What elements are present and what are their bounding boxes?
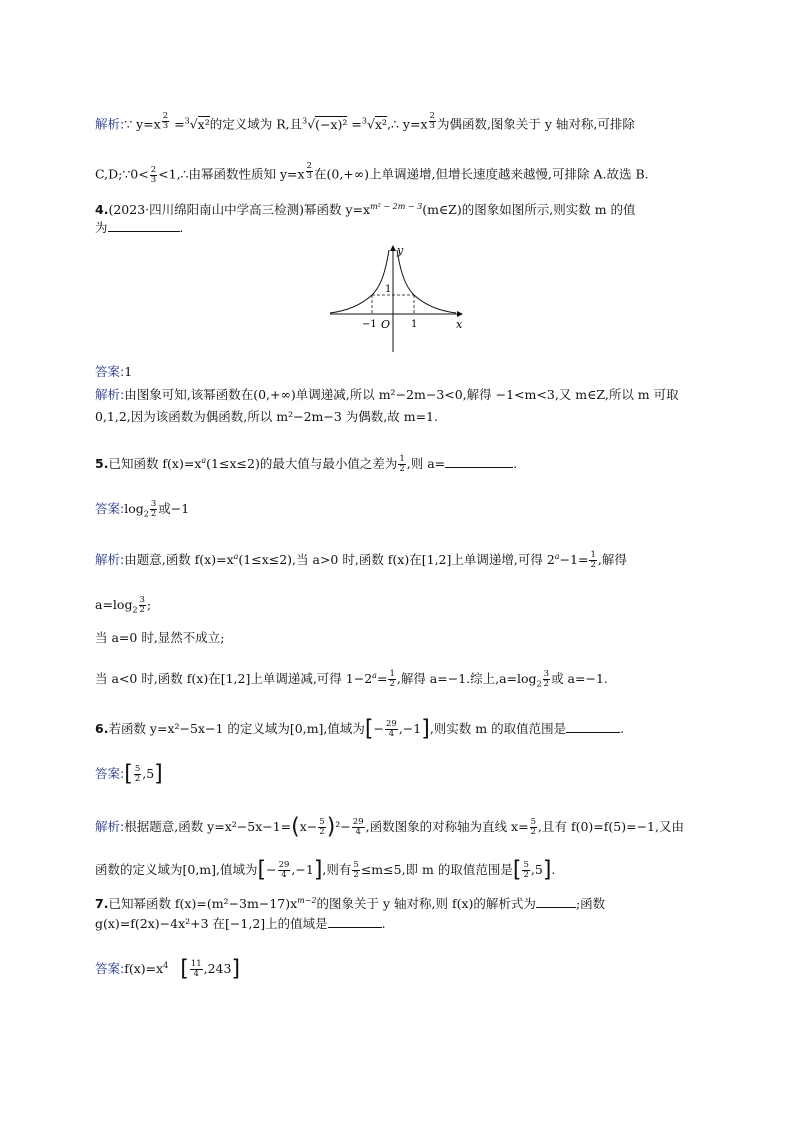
origin-label: O: [381, 318, 391, 331]
answer-blank: [536, 896, 576, 908]
q5-solution-line1: 解析:由题意,函数 $f(x)=x^a(1\le x\le 2)$,当 a>0 时,函数 f(x)在[1,2]上单调递增,可得 $2^a-1=$ $\frac{1}{2}$ ,解得: [95, 550, 627, 571]
q6-stem: 6.若函数 y=x²−5x−1 的定义域为[0,m],值域为[− $\frac{29}{4}$ ,−1],则实数 m 的取值范围是 .: [95, 716, 625, 742]
p3-solution-line1: 解析:∵ y=x $^{\frac{2}{3}}$ =$^3$√x²的定义域为 R,且$^3$√(−x)² =$^3$√x²,∴ y=x $^{\frac{2}{3}}$ 为偶函数,图象关于 y 轴对称,可排除: [95, 111, 635, 132]
q7-answer: 答案$:f(x)=x^4$ [ $\frac{11}{4}$ ,243]: [95, 956, 241, 982]
q4-answer: 答案:1: [95, 364, 133, 379]
q5-solution-line2: $a=\log_2$ $\frac{3}{2}$ ;: [95, 595, 152, 615]
tick-neg1: −1: [362, 319, 377, 330]
answer-blank: [108, 220, 180, 232]
q4-solution-line1: 解析:由图象可知,该幂函数在(0,+∞)单调递减,所以 m²−2m−3<0,解得 −1<m<3,又 m∈Z,所以 m 可取: [95, 387, 679, 402]
y-axis-arrow: [390, 245, 396, 251]
q5-solution-line4: 当 a<0 时,函数 f(x)在[1,2]上单调递减,可得 $1-2^a=$ $\frac{1}{2}$ ,解得 a=−1.综上$,a=\log_2$ $\frac{3}{2}$ 或 a=−1.: [95, 669, 608, 690]
q4-stem-line1: 4.(2023·四川绵阳南山中学高三检测)幂函数 $y=x^{m^2 - 2m - 3}(m\in Z)$的图象如图所示,则实数 m 的值: [95, 202, 636, 218]
x-axis-label: x: [456, 318, 463, 331]
answer-blank: [445, 456, 513, 468]
q4-solution-line2: 0,1,2,因为该函数为偶函数,所以 m²−2m−3 为偶数,故 m=1.: [95, 409, 438, 424]
solution-label: 解析:: [95, 116, 125, 132]
q4-stem-line2: 为 .: [95, 220, 184, 235]
tick-1-y: 1: [385, 284, 392, 295]
tick-1-x: 1: [411, 319, 418, 330]
curve-right: [397, 250, 456, 313]
q7-stem-line2: g(x)=f(2x)−4x²+3 在[−1,2]上的值域是 .: [95, 916, 386, 931]
q6-solution-line2: 函数的定义域为[0,m],值域为[− $\frac{29}{4}$ ,−1],则有 $\frac{5}{2}$ ≤m≤5,即 m 的取值范围是[ $\frac{5}{2}$ ,5].: [95, 857, 556, 883]
q5-stem: 5.已知函数 $f(x)=x^a(1\le x\le 2)$的最大值与最小值之差为 $\frac{1}{2}$ ,则 a= .: [95, 454, 518, 475]
answer-blank: [566, 721, 620, 733]
q6-solution-line1: 解析:根据题意,函数 y=x²−5x−1=(x− $\frac{5}{2}$ )²− $\frac{29}{4}$ ,函数图象的对称轴为直线 x= $\frac{5}{2}$ ,且有 f(0)=f(5)=−1,又由: [95, 814, 684, 840]
answer-blank: [328, 916, 382, 928]
q5-solution-line3: 当 a=0 时,显然不成立;: [95, 630, 225, 645]
question-number: 4.: [95, 202, 109, 218]
q7-stem-line1: 7.已知幂函数 $f(x)=(m^2-3m-17)x^{m-2}$的图象关于 y 轴对称,则 f(x)的解析式为 ;函数: [95, 896, 606, 912]
q6-answer: 答案:[ $\frac{5}{2}$ ,5]: [95, 761, 163, 787]
q4-power-function-graph: [326, 240, 471, 355]
curve-left: [330, 250, 392, 313]
y-axis-label: y: [397, 244, 404, 257]
x-axis-arrow: [457, 311, 463, 317]
p3-solution-line2: C,D;∵0< $\frac{2}{3}$ <1,∴由幂函数性质知 y=x $^{\frac{2}{3}}$ 在(0,+∞)上单调递增,但增长速度越来越慢,可排除 A.故选 B.: [95, 161, 649, 185]
q5-answer: 答案$:\log_2$ $\frac{3}{2}$ 或−1: [95, 499, 190, 519]
